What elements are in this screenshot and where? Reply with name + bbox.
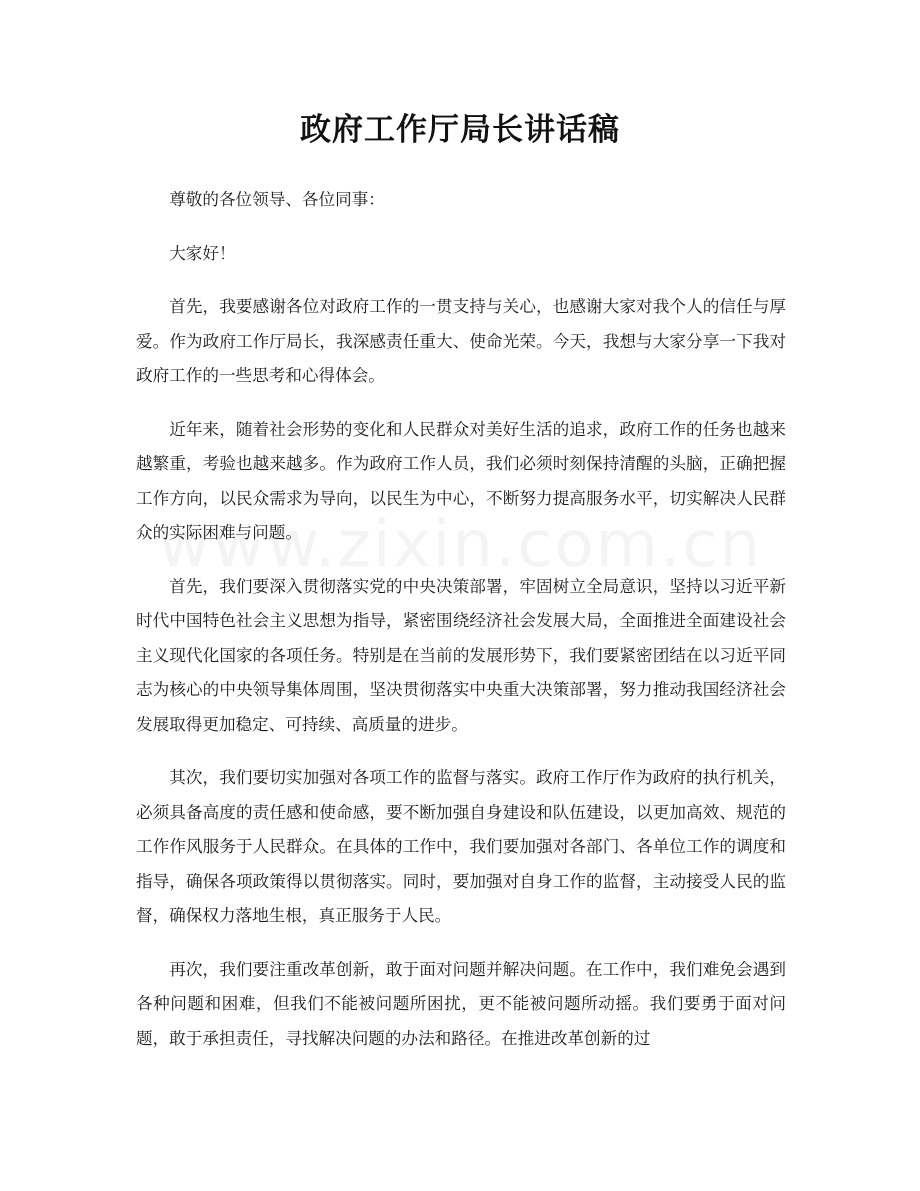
greeting: 大家好！ bbox=[169, 243, 236, 263]
paragraph: 其次，我们要切实加强对各项工作的监督与落实。政府工作厅作为政府的执行机关，必须具备高度的责任感和使命感，要不断加强自身建设和队伍建设，以更加高效、规范的工作作风服务于人民群众。在具体的工作中，我们要加强对各部门、各单位工作的调度和指导，确保各项政策得以贯彻落实。同时，要加强对自身工作的监督，主动接受人民的监督，确保权力落地生根，真正服务于人民。 bbox=[136, 768, 786, 925]
document-body bbox=[136, 183, 786, 1075]
paragraph: 再次，我们要注重改革创新，敢于面对问题并解决问题。在工作中，我们难免会遇到各种问题和困难，但我们不能被问题所困扰，更不能被问题所动摇。我们要勇于面对问题，敢于承担责任，寻找解决问题的办法和路径。在推进改革创新的过 bbox=[136, 959, 786, 1048]
paragraph: 近年来，随着社会形势的变化和人民群众对美好生活的追求，政府工作的任务也越来越繁重，考验也越来越多。作为政府工作人员，我们必须时刻保持清醒的头脑，正确把握工作方向，以民众需求为导向，以民生为中心，不断努力提高服务水平，切实解决人民群众的实际困难与问题。 bbox=[136, 419, 786, 542]
paragraph: 首先，我要感谢各位对政府工作的一贯支持与关心，也感谢大家对我个人的信任与厚爱。作为政府工作厅局长，我深感责任重大、使命光荣。今天，我想与大家分享一下我对政府工作的一些思考和心得体会。 bbox=[136, 297, 786, 385]
document-title: 政府工作厅局长讲话稿 bbox=[300, 112, 620, 148]
paragraph: 首先，我们要深入贯彻落实党的中央决策部署，牢固树立全局意识，坚持以习近平新时代中国特色社会主义思想为指导，紧密围绕经济社会发展大局，全面推进全面建设社会主义现代化国家的各项任务。特别是在当前的发展形势下，我们要紧密团结在以习近平同志为核心的中央领导集体周围，坚决贯彻落实中央重大决策部署，努力推动我国经济社会发展取得更加稳定、可持续、高质量的进步。 bbox=[136, 576, 786, 734]
salutation: 尊敬的各位领导、各位同事： bbox=[169, 190, 385, 209]
